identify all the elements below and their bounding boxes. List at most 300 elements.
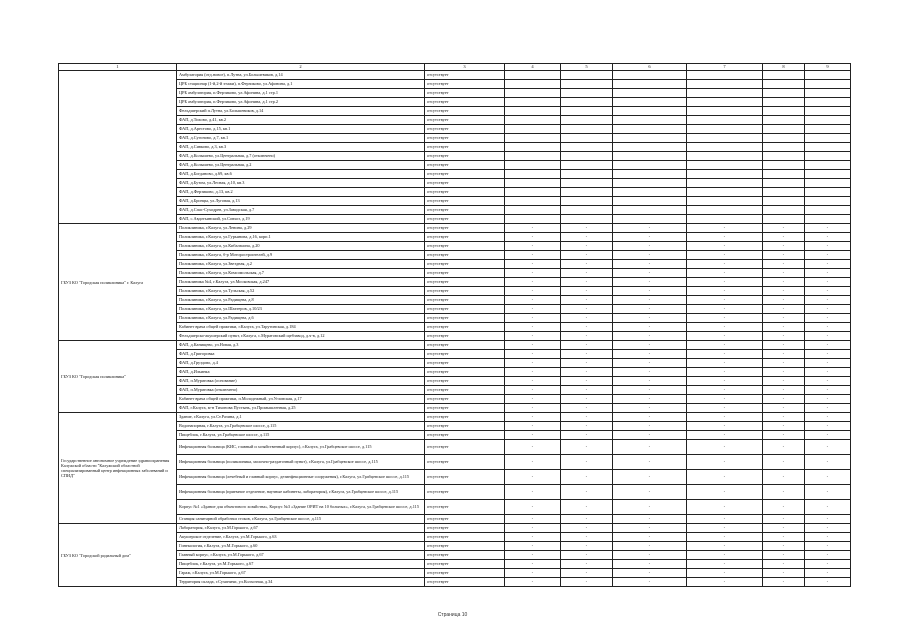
value-cell	[763, 107, 805, 116]
value-cell	[505, 152, 561, 161]
value-cell: -	[561, 551, 613, 560]
value-cell: -	[805, 560, 851, 569]
value-cell: -	[687, 485, 763, 500]
object-cell: Инфекционная больница (приемное отделение, научные кабинеты, лаборатория), г.Калуга, ул.Грабцевское шоссе, д.115	[177, 485, 425, 500]
value-cell: -	[505, 305, 561, 314]
value-cell: -	[763, 578, 805, 587]
object-cell: ФАП, д.Бутом, ул.Лесная, д.10, кв.3	[177, 179, 425, 188]
value-cell: -	[613, 431, 687, 440]
value-cell	[687, 80, 763, 89]
status-cell: отсутствует	[425, 152, 505, 161]
value-cell	[505, 179, 561, 188]
value-cell: -	[763, 233, 805, 242]
value-cell: -	[505, 455, 561, 470]
value-cell: -	[805, 314, 851, 323]
value-cell: -	[687, 551, 763, 560]
value-cell: -	[763, 242, 805, 251]
value-cell: -	[561, 500, 613, 515]
table-row	[59, 224, 851, 233]
header-cell: 6	[613, 64, 687, 71]
status-cell: отсутствует	[425, 98, 505, 107]
value-cell: -	[561, 560, 613, 569]
object-cell: Акушерское отделение, г.Калуга, ул.М.Горького, д.63	[177, 533, 425, 542]
object-cell: ФАП, п.Муратовка (основание)	[177, 377, 425, 386]
table-row	[59, 269, 851, 278]
value-cell: -	[505, 500, 561, 515]
object-cell: ФАП, д.Спас-Суходрев, ул.Заводская, д.7	[177, 206, 425, 215]
table-row	[59, 296, 851, 305]
object-cell: Гараж, г.Калуга, ул.М.Горького, д.67	[177, 569, 425, 578]
value-cell: -	[561, 542, 613, 551]
value-cell: -	[561, 260, 613, 269]
value-cell: -	[561, 224, 613, 233]
value-cell: -	[561, 455, 613, 470]
value-cell	[687, 71, 763, 80]
value-cell: -	[763, 560, 805, 569]
value-cell: -	[613, 224, 687, 233]
table-row	[59, 71, 851, 80]
value-cell	[805, 71, 851, 80]
value-cell: -	[805, 569, 851, 578]
value-cell: -	[687, 395, 763, 404]
value-cell	[763, 71, 805, 80]
object-cell: ЦРБ стационар (1-й,2-й этажи), п.Ферзиково, ул.Афонина, д.1	[177, 80, 425, 89]
header-cell: 2	[177, 64, 425, 71]
value-cell	[505, 170, 561, 179]
value-cell: -	[613, 413, 687, 422]
value-cell: -	[561, 341, 613, 350]
object-cell: Амбулатория (отд.новое), п.Лутна, ул.Большевиков, д.14	[177, 71, 425, 80]
object-cell: ФАП, д.Сивково, д.3, кв.3	[177, 143, 425, 152]
table-row	[59, 341, 851, 350]
value-cell: -	[687, 524, 763, 533]
value-cell	[561, 125, 613, 134]
status-cell: отсутствует	[425, 413, 505, 422]
value-cell: -	[687, 251, 763, 260]
value-cell: -	[613, 296, 687, 305]
object-cell: Кабинет врача общей практики, п.Молодежный, ул.Угловская, д.17	[177, 395, 425, 404]
value-cell: -	[687, 470, 763, 485]
table-row	[59, 98, 851, 107]
object-cell: Водонапорная, г.Калуга, ул.Грабцевское шоссе, д.115	[177, 422, 425, 431]
status-cell: отсутствует	[425, 404, 505, 413]
value-cell: -	[561, 533, 613, 542]
value-cell: -	[505, 578, 561, 587]
value-cell	[687, 98, 763, 107]
status-cell: отсутствует	[425, 107, 505, 116]
value-cell: -	[805, 422, 851, 431]
value-cell: -	[687, 560, 763, 569]
value-cell	[505, 143, 561, 152]
value-cell: -	[687, 269, 763, 278]
table-row	[59, 152, 851, 161]
value-cell: -	[613, 485, 687, 500]
value-cell	[687, 188, 763, 197]
value-cell	[687, 134, 763, 143]
value-cell: -	[613, 578, 687, 587]
status-cell: отсутствует	[425, 524, 505, 533]
value-cell	[561, 179, 613, 188]
value-cell: -	[805, 278, 851, 287]
status-cell: отсутствует	[425, 485, 505, 500]
value-cell: -	[805, 224, 851, 233]
value-cell: -	[505, 470, 561, 485]
value-cell: -	[805, 470, 851, 485]
value-cell: -	[561, 578, 613, 587]
value-cell: -	[805, 542, 851, 551]
value-cell: -	[613, 287, 687, 296]
value-cell	[763, 197, 805, 206]
value-cell: -	[805, 395, 851, 404]
value-cell	[561, 215, 613, 224]
object-cell: Пищеблок, г.Калуга, ул.Грабцевское шоссе, д.115	[177, 431, 425, 440]
status-cell: отсутствует	[425, 350, 505, 359]
value-cell	[763, 116, 805, 125]
value-cell: -	[763, 515, 805, 524]
status-cell: отсутствует	[425, 170, 505, 179]
page-number: Страница 10	[437, 612, 468, 618]
table-row	[59, 89, 851, 98]
object-cell: Станция санитарной обработки стоков, г.Калуга, ул.Грабцевское шоссе, д.115	[177, 515, 425, 524]
value-cell	[613, 197, 687, 206]
value-cell: -	[763, 350, 805, 359]
object-cell: Поликлиника, г.Калуга, ул.Кибальчича, д.20	[177, 242, 425, 251]
value-cell: -	[561, 440, 613, 455]
header-cell: 7	[687, 64, 763, 71]
value-cell	[687, 89, 763, 98]
value-cell	[505, 80, 561, 89]
status-cell: отсутствует	[425, 515, 505, 524]
value-cell: -	[613, 542, 687, 551]
value-cell	[687, 215, 763, 224]
object-cell: Поликлиника, г.Калуга, ул.Ленина, д.29	[177, 224, 425, 233]
value-cell: -	[613, 440, 687, 455]
table-row	[59, 395, 851, 404]
value-cell: -	[805, 305, 851, 314]
value-cell: -	[805, 515, 851, 524]
status-cell: отсутствует	[425, 89, 505, 98]
value-cell: -	[805, 332, 851, 341]
value-cell: -	[613, 560, 687, 569]
object-cell: ЦРБ амбулатория, п.Ферзиково, ул.Афонина, д.1 стр.2	[177, 98, 425, 107]
status-cell: отсутствует	[425, 242, 505, 251]
value-cell: -	[613, 341, 687, 350]
table-row	[59, 206, 851, 215]
status-cell: отсутствует	[425, 323, 505, 332]
value-cell: -	[505, 368, 561, 377]
value-cell: -	[763, 485, 805, 500]
table-row	[59, 560, 851, 569]
table-row	[59, 116, 851, 125]
value-cell: -	[687, 242, 763, 251]
value-cell	[561, 188, 613, 197]
value-cell: -	[613, 455, 687, 470]
status-cell: отсутствует	[425, 296, 505, 305]
value-cell	[505, 197, 561, 206]
value-cell: -	[613, 278, 687, 287]
table-row	[59, 314, 851, 323]
value-cell: -	[561, 269, 613, 278]
organization-cell	[59, 71, 177, 224]
value-cell: -	[763, 359, 805, 368]
value-cell: -	[613, 569, 687, 578]
value-cell: -	[687, 323, 763, 332]
value-cell: -	[613, 269, 687, 278]
status-cell: отсутствует	[425, 161, 505, 170]
value-cell	[613, 143, 687, 152]
object-cell: Инфекционная больница (КИС, главный и хозяйственный корпус), г.Калуга, ул.Грабцевское шоссе, д.115	[177, 440, 425, 455]
status-cell: отсутствует	[425, 125, 505, 134]
status-cell: отсутствует	[425, 287, 505, 296]
status-cell: отсутствует	[425, 215, 505, 224]
value-cell: -	[613, 470, 687, 485]
value-cell: -	[687, 278, 763, 287]
object-cell: Главный корпус, г.Калуга, ул.М.Горького, д.67	[177, 551, 425, 560]
value-cell: -	[763, 296, 805, 305]
object-cell: Пищеблок, г.Калуга, ул.М.Горького, д.67	[177, 560, 425, 569]
value-cell	[613, 107, 687, 116]
value-cell	[763, 89, 805, 98]
value-cell: -	[805, 368, 851, 377]
value-cell: -	[805, 500, 851, 515]
object-cell: Инфекционная больница (лечебный и главный корпус, дезинфекционные сооружения), г.Калуга, ул.Грабцевское шоссе, д.115	[177, 470, 425, 485]
value-cell	[505, 161, 561, 170]
status-cell: отсутствует	[425, 179, 505, 188]
object-cell: Инфекционная больница (поликлиника, молочно-раздаточный пункт), г.Калуга, ул.Грабцевское шоссе, д.115	[177, 455, 425, 470]
value-cell	[561, 206, 613, 215]
object-cell: ФАП, д.Колышево, ул.Центральная, д.2	[177, 161, 425, 170]
value-cell: -	[687, 500, 763, 515]
table-row	[59, 359, 851, 368]
table-row	[59, 422, 851, 431]
value-cell: -	[505, 431, 561, 440]
value-cell	[805, 107, 851, 116]
value-cell: -	[561, 359, 613, 368]
value-cell: -	[687, 350, 763, 359]
table-row	[59, 107, 851, 116]
value-cell: -	[763, 470, 805, 485]
status-cell: отсутствует	[425, 560, 505, 569]
table-row	[59, 500, 851, 515]
value-cell: -	[763, 269, 805, 278]
status-cell: отсутствует	[425, 260, 505, 269]
value-cell	[805, 206, 851, 215]
value-cell: -	[763, 524, 805, 533]
status-cell: отсутствует	[425, 578, 505, 587]
value-cell: -	[805, 341, 851, 350]
value-cell	[613, 179, 687, 188]
table-row	[59, 533, 851, 542]
object-cell: ФАП, г.Калуга, м-н Тихонова Пустынь, ул.Промышленная, д.25	[177, 404, 425, 413]
status-cell: отсутствует	[425, 71, 505, 80]
value-cell: -	[763, 395, 805, 404]
table-row	[59, 134, 851, 143]
table-row	[59, 485, 851, 500]
value-cell	[805, 89, 851, 98]
table-row	[59, 455, 851, 470]
value-cell: -	[505, 269, 561, 278]
value-cell	[561, 134, 613, 143]
table-row	[59, 188, 851, 197]
value-cell: -	[613, 422, 687, 431]
value-cell	[561, 71, 613, 80]
value-cell: -	[763, 455, 805, 470]
value-cell: -	[613, 395, 687, 404]
value-cell: -	[561, 485, 613, 500]
table-row	[59, 377, 851, 386]
header-cell: 4	[505, 64, 561, 71]
value-cell	[763, 170, 805, 179]
status-cell: отсутствует	[425, 278, 505, 287]
value-cell: -	[613, 359, 687, 368]
value-cell: -	[613, 332, 687, 341]
value-cell: -	[561, 251, 613, 260]
value-cell: -	[561, 332, 613, 341]
table-row	[59, 287, 851, 296]
organization-cell: Государственное автономное учреждение здравоохранения Калужской области "Калужский областной специализированный центр инфекционных заболеваний и СПИД"	[59, 413, 177, 524]
value-cell	[687, 206, 763, 215]
value-cell: -	[561, 296, 613, 305]
value-cell: -	[613, 404, 687, 413]
status-cell: отсутствует	[425, 440, 505, 455]
value-cell: -	[687, 569, 763, 578]
value-cell: -	[505, 440, 561, 455]
value-cell: -	[763, 224, 805, 233]
value-cell: -	[505, 251, 561, 260]
value-cell: -	[805, 260, 851, 269]
status-cell: отсутствует	[425, 395, 505, 404]
value-cell: -	[561, 350, 613, 359]
table-row	[59, 542, 851, 551]
table-row	[59, 413, 851, 422]
value-cell: -	[505, 260, 561, 269]
value-cell	[613, 134, 687, 143]
value-cell: -	[561, 323, 613, 332]
table-row	[59, 260, 851, 269]
object-cell: Поликлиника, г.Калуга, б-р Моторостроителей, д.9	[177, 251, 425, 260]
value-cell	[805, 152, 851, 161]
object-cell: Поликлиника №4, г.Калуга, ул.Московская, д.247	[177, 278, 425, 287]
value-cell	[561, 152, 613, 161]
value-cell: -	[561, 386, 613, 395]
status-cell: отсутствует	[425, 455, 505, 470]
object-cell: ФАП, д.Григоровка	[177, 350, 425, 359]
value-cell: -	[561, 422, 613, 431]
value-cell: -	[561, 233, 613, 242]
object-cell: Поликлиника, г.Калуга, ул.Комсомольская, д.7	[177, 269, 425, 278]
value-cell: -	[805, 233, 851, 242]
value-cell: -	[561, 368, 613, 377]
value-cell: -	[687, 413, 763, 422]
value-cell: -	[687, 314, 763, 323]
table-row	[59, 179, 851, 188]
header-cell: 3	[425, 64, 505, 71]
value-cell: -	[687, 377, 763, 386]
table-row	[59, 233, 851, 242]
object-cell: ФАП, д.Ферзиково, д.13, кв.2	[177, 188, 425, 197]
table-row	[59, 197, 851, 206]
header-row	[59, 64, 851, 71]
value-cell	[805, 116, 851, 125]
object-cell: ФАП, д.Тихово, д.41, кв.2	[177, 116, 425, 125]
value-cell: -	[613, 314, 687, 323]
value-cell: -	[505, 377, 561, 386]
table-row	[59, 125, 851, 134]
status-cell: отсутствует	[425, 569, 505, 578]
value-cell	[613, 125, 687, 134]
value-cell: -	[763, 413, 805, 422]
value-cell: -	[613, 368, 687, 377]
table-row	[59, 305, 851, 314]
object-cell: Фельдшерско-акушерский пункт, г.Калуга, с.Муратовский щебзавод, д.ч-в, д.12	[177, 332, 425, 341]
value-cell: -	[505, 233, 561, 242]
object-cell: ЦРБ амбулатория, п.Ферзиково, ул.Афонина, д.1 стр.1	[177, 89, 425, 98]
value-cell	[561, 197, 613, 206]
value-cell	[687, 152, 763, 161]
value-cell: -	[613, 323, 687, 332]
object-cell: Поликлиника, г.Калуга, ул.Радищева, д.8	[177, 296, 425, 305]
status-cell: отсутствует	[425, 533, 505, 542]
value-cell: -	[613, 386, 687, 395]
object-cell: ФАП, с.Авдотьинский, ул.Совхоз, д.19	[177, 215, 425, 224]
value-cell: -	[763, 260, 805, 269]
table-row	[59, 278, 851, 287]
value-cell: -	[613, 515, 687, 524]
value-cell: -	[613, 350, 687, 359]
table-row	[59, 404, 851, 413]
value-cell: -	[561, 395, 613, 404]
status-cell: отсутствует	[425, 341, 505, 350]
object-cell: ФАП, д.Колышево, ул.Центральная, д.7 (отключено)	[177, 152, 425, 161]
value-cell: -	[805, 485, 851, 500]
value-cell: -	[561, 305, 613, 314]
table-row	[59, 332, 851, 341]
value-cell	[687, 161, 763, 170]
object-cell: Поликлиника, г.Калуга, ул.Тульская, д.52	[177, 287, 425, 296]
table-row	[59, 161, 851, 170]
value-cell	[561, 107, 613, 116]
value-cell: -	[763, 278, 805, 287]
value-cell	[687, 170, 763, 179]
status-cell: отсутствует	[425, 332, 505, 341]
value-cell	[805, 143, 851, 152]
value-cell: -	[805, 386, 851, 395]
value-cell: -	[805, 455, 851, 470]
table-row	[59, 515, 851, 524]
object-cell: Поликлиника, г.Калуга, ул.Радищева, д.6	[177, 314, 425, 323]
status-cell: отсутствует	[425, 314, 505, 323]
value-cell: -	[763, 287, 805, 296]
value-cell	[613, 116, 687, 125]
value-cell	[505, 89, 561, 98]
value-cell: -	[687, 359, 763, 368]
object-cell: Кабинет врача общей практики, г.Калуга, ул.Тарутинская, д.184	[177, 323, 425, 332]
value-cell: -	[505, 560, 561, 569]
header-cell: 9	[805, 64, 851, 71]
value-cell: -	[805, 323, 851, 332]
value-cell: -	[561, 278, 613, 287]
status-cell: отсутствует	[425, 431, 505, 440]
status-cell: отсутствует	[425, 251, 505, 260]
value-cell	[613, 80, 687, 89]
status-cell: отсутствует	[425, 269, 505, 278]
value-cell	[561, 161, 613, 170]
value-cell: -	[505, 296, 561, 305]
table-row	[59, 368, 851, 377]
object-cell: Поликлиника, г.Калуга, ул.Шахтеров, д.10/23	[177, 305, 425, 314]
table-row	[59, 323, 851, 332]
value-cell	[805, 215, 851, 224]
